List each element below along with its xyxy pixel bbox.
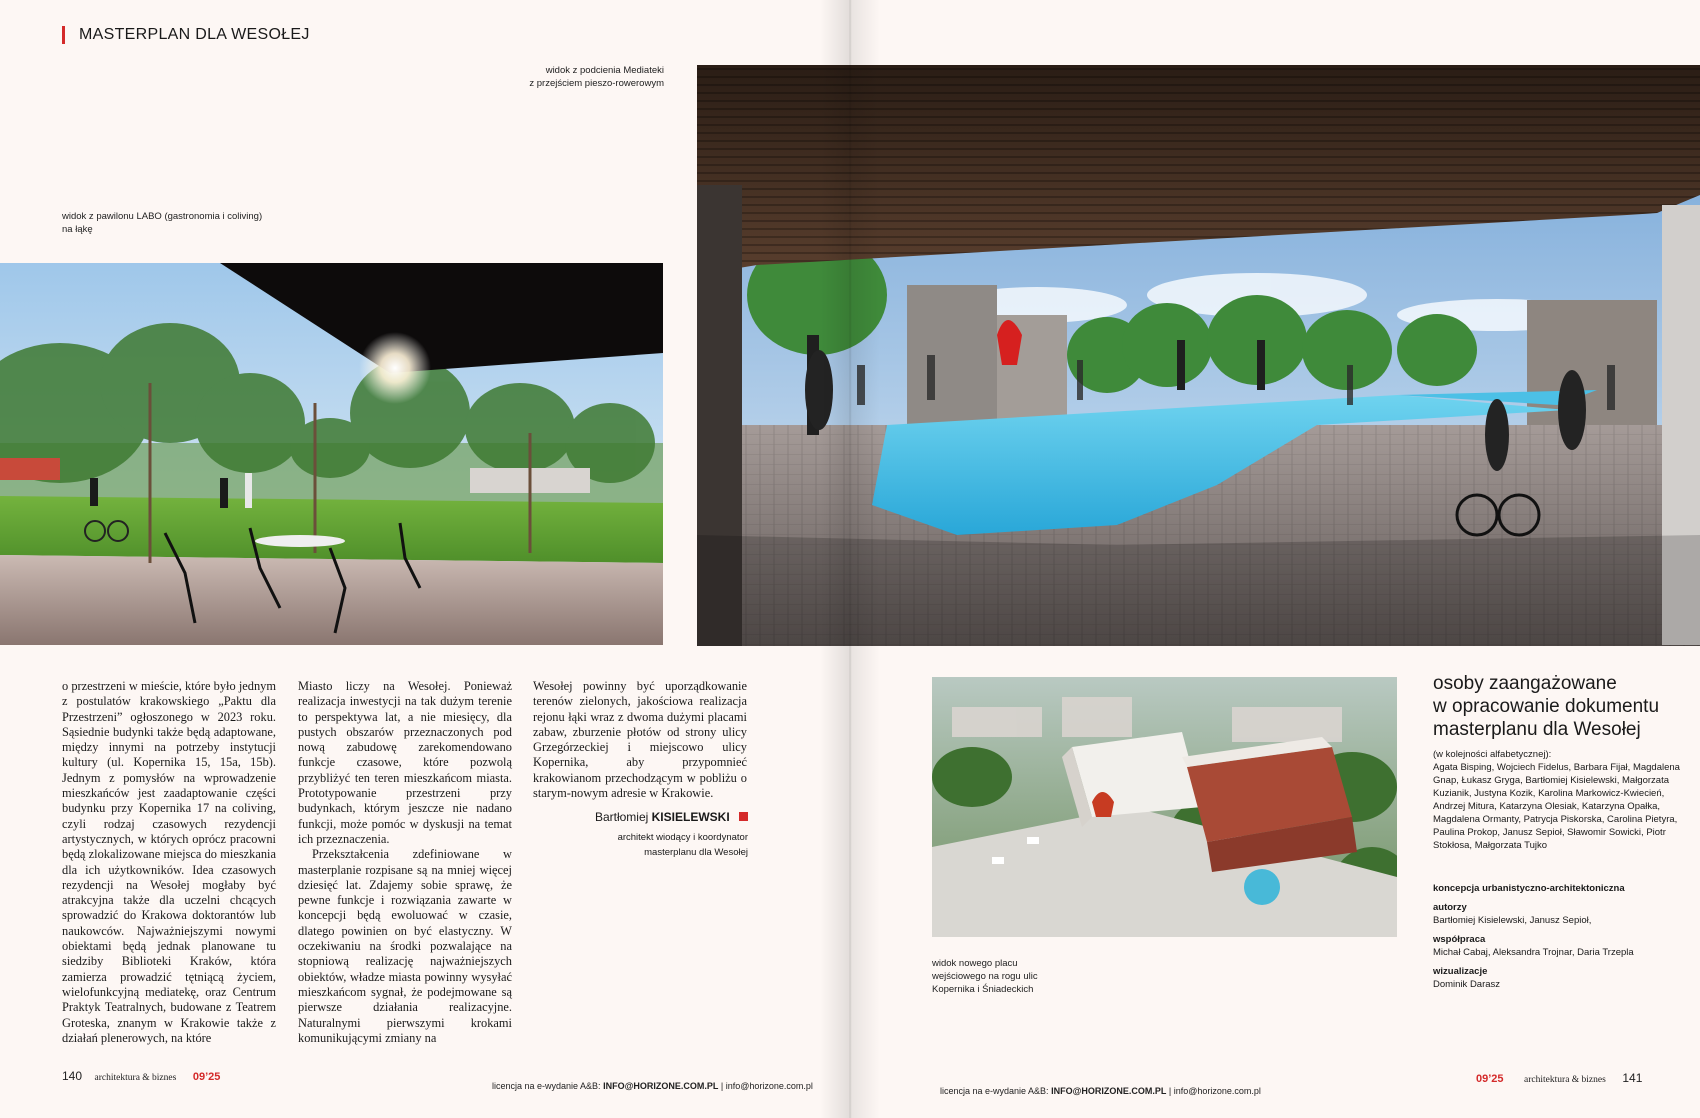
article-column-3: Wesołej powinny być uporządkowanie terenów zielonych, jakościowa realizacja rejonu łąki wraz z dwoma dużymi placami zabaw, zburzenie płotów od strony ulicy Grzegórzeckiej i miejscowo ulicy Kopernika, aby przypomnieć krakowianom przechodzącym w pobliżu o starym-nowym adresie w Krakowie. <box>533 679 747 801</box>
credits-people: (w kolejności alfabetycznej): Agata Bisping, Wojciech Fidelus, Barbara Fijał, Magdalena Gnap, Łukasz Gryga, Bartłomiej Kisielewski, Małgorzata Kuzianik, Justyna Kozik, Karolina Markowicz-Kwiecień, Andrzej Mitura, Katarzyna Olesiak, Katarzyna Opałka, Magdalena Ormanty, Patrycja Piskorska, Carolina Pietyra, Paulina Prokop, Janusz Sepioł, Sławomir Sowicki, Piotr Stokłosa, Małgorzata Tujko <box>1433 749 1680 851</box>
right-footer: 09’25 architektura & biznes 141 <box>1476 1071 1643 1085</box>
credits-roles: koncepcja urbanistyczno-architektoniczna autorzy Bartłomiej Kisielewski, Janusz Sepioł, współpraca Michał Cabaj, Aleksandra Trojnar, Daria Trzepla wizualizacje Dominik Darasz <box>1433 883 1634 990</box>
red-square-mark <box>739 812 748 821</box>
right-license: licencja na e-wydanie A&B: INFO@HORIZONE.COM.PL | info@horizone.com.pl <box>940 1086 1261 1096</box>
photo-mediateka-arcade <box>697 65 1700 646</box>
caption-plac: widok nowego placu wejściowego na rogu ulic Kopernika i Śniadeckich <box>932 958 1038 995</box>
left-footer: 140 architektura & biznes 09’25 <box>62 1069 221 1083</box>
caption-mediateka: widok z podcienia Mediateki z przejściem pieszo-rowerowym <box>529 65 664 89</box>
article-column-2: Miasto liczy na Wesołej. Ponieważ realizacja inwestycji na tak dużym terenie to perspektywa lat, a nie miesięcy, dla pustych obszarów przeznaczonych pod nową zabudowę zarekomendowano funkcje czasowe, które pozwolą przybliżyć ten teren mieszkańcom miasta. Prototypowanie przestrzeni przy budynkach, którym jeszcze nie nadano funkcji, może pomóc w dyskusji na temat ich przeznaczenia. Przekształcenia zdefiniowane w masterplanie rozpisane są na mniej więcej dziesięć lat. Zdajemy sobie sprawę, że pewne funkcje i rozwiązania zawarte w koncepcji będą ewoluować w czasie, dlatego powinien on być elastyczny. W oczekiwaniu na środki pozwalające na stopniową realizację najważniejszych obiektów, władze miasta powinny wysyłać mieszkańcom sygnał, że podejmowane są pierwsze działania realizacyjne. Naturalnymi pierwszymi krokami komunikującymi zmiany na <box>298 679 512 1045</box>
caption-labo: widok z pawilonu LABO (gastronomia i coliving) na łąkę <box>62 211 263 235</box>
left-license: licencja na e-wydanie A&B: INFO@HORIZONE.COM.PL | info@horizone.com.pl <box>492 1081 813 1091</box>
article-column-1: o przestrzeni w mieście, które było jednym z postulatów krakowskiego „Paktu dla Przestrzeni” ogłoszonego w 2023 roku. Sąsiednie budynki także będą adaptowane, między innymi na potrzeby instytucji kultury (ul. Kopernika 15, 15a, 15b). Jednym z pomysłów na wprowadzenie mieszkańców jest zaadaptowanie części budynku przy Kopernika 17 na coliving, czyli rodzaj czasowych rezydencji artystycznych, w których oprócz pracowni będą zlokalizowane miejsca do mieszkania dla ich użytkowników. Idea czasowych rezydencji na Wesołej mogłaby być atrakcyjna także dla uczelni chcących sprowadzić do Krakowa doktorantów lub naukowców. Najważniejszymi nowymi obiektami będą jednak planowane tu siedziby Biblioteki Kraków, która zamierza prowadzić tętniącą życiem, wielofunkcyjną mediatekę, oraz Centrum Praktyk Teatralnych, budowane z Teatrem Groteska, znanym w Krakowie także z działań plenerowych, na które <box>62 679 276 1045</box>
author-signature: Bartłomiej KISIELEWSKI architekt wiodący i koordynator masterplanu dla Wesołej <box>594 810 748 858</box>
credits-title: osoby zaangażowane w opracowanie dokumentu masterplanu dla Wesołej <box>1433 673 1660 740</box>
photo-aerial-square <box>932 677 1397 937</box>
photo-labo-meadow <box>0 263 663 645</box>
section-title: MASTERPLAN DLA WESOŁEJ <box>62 26 310 44</box>
